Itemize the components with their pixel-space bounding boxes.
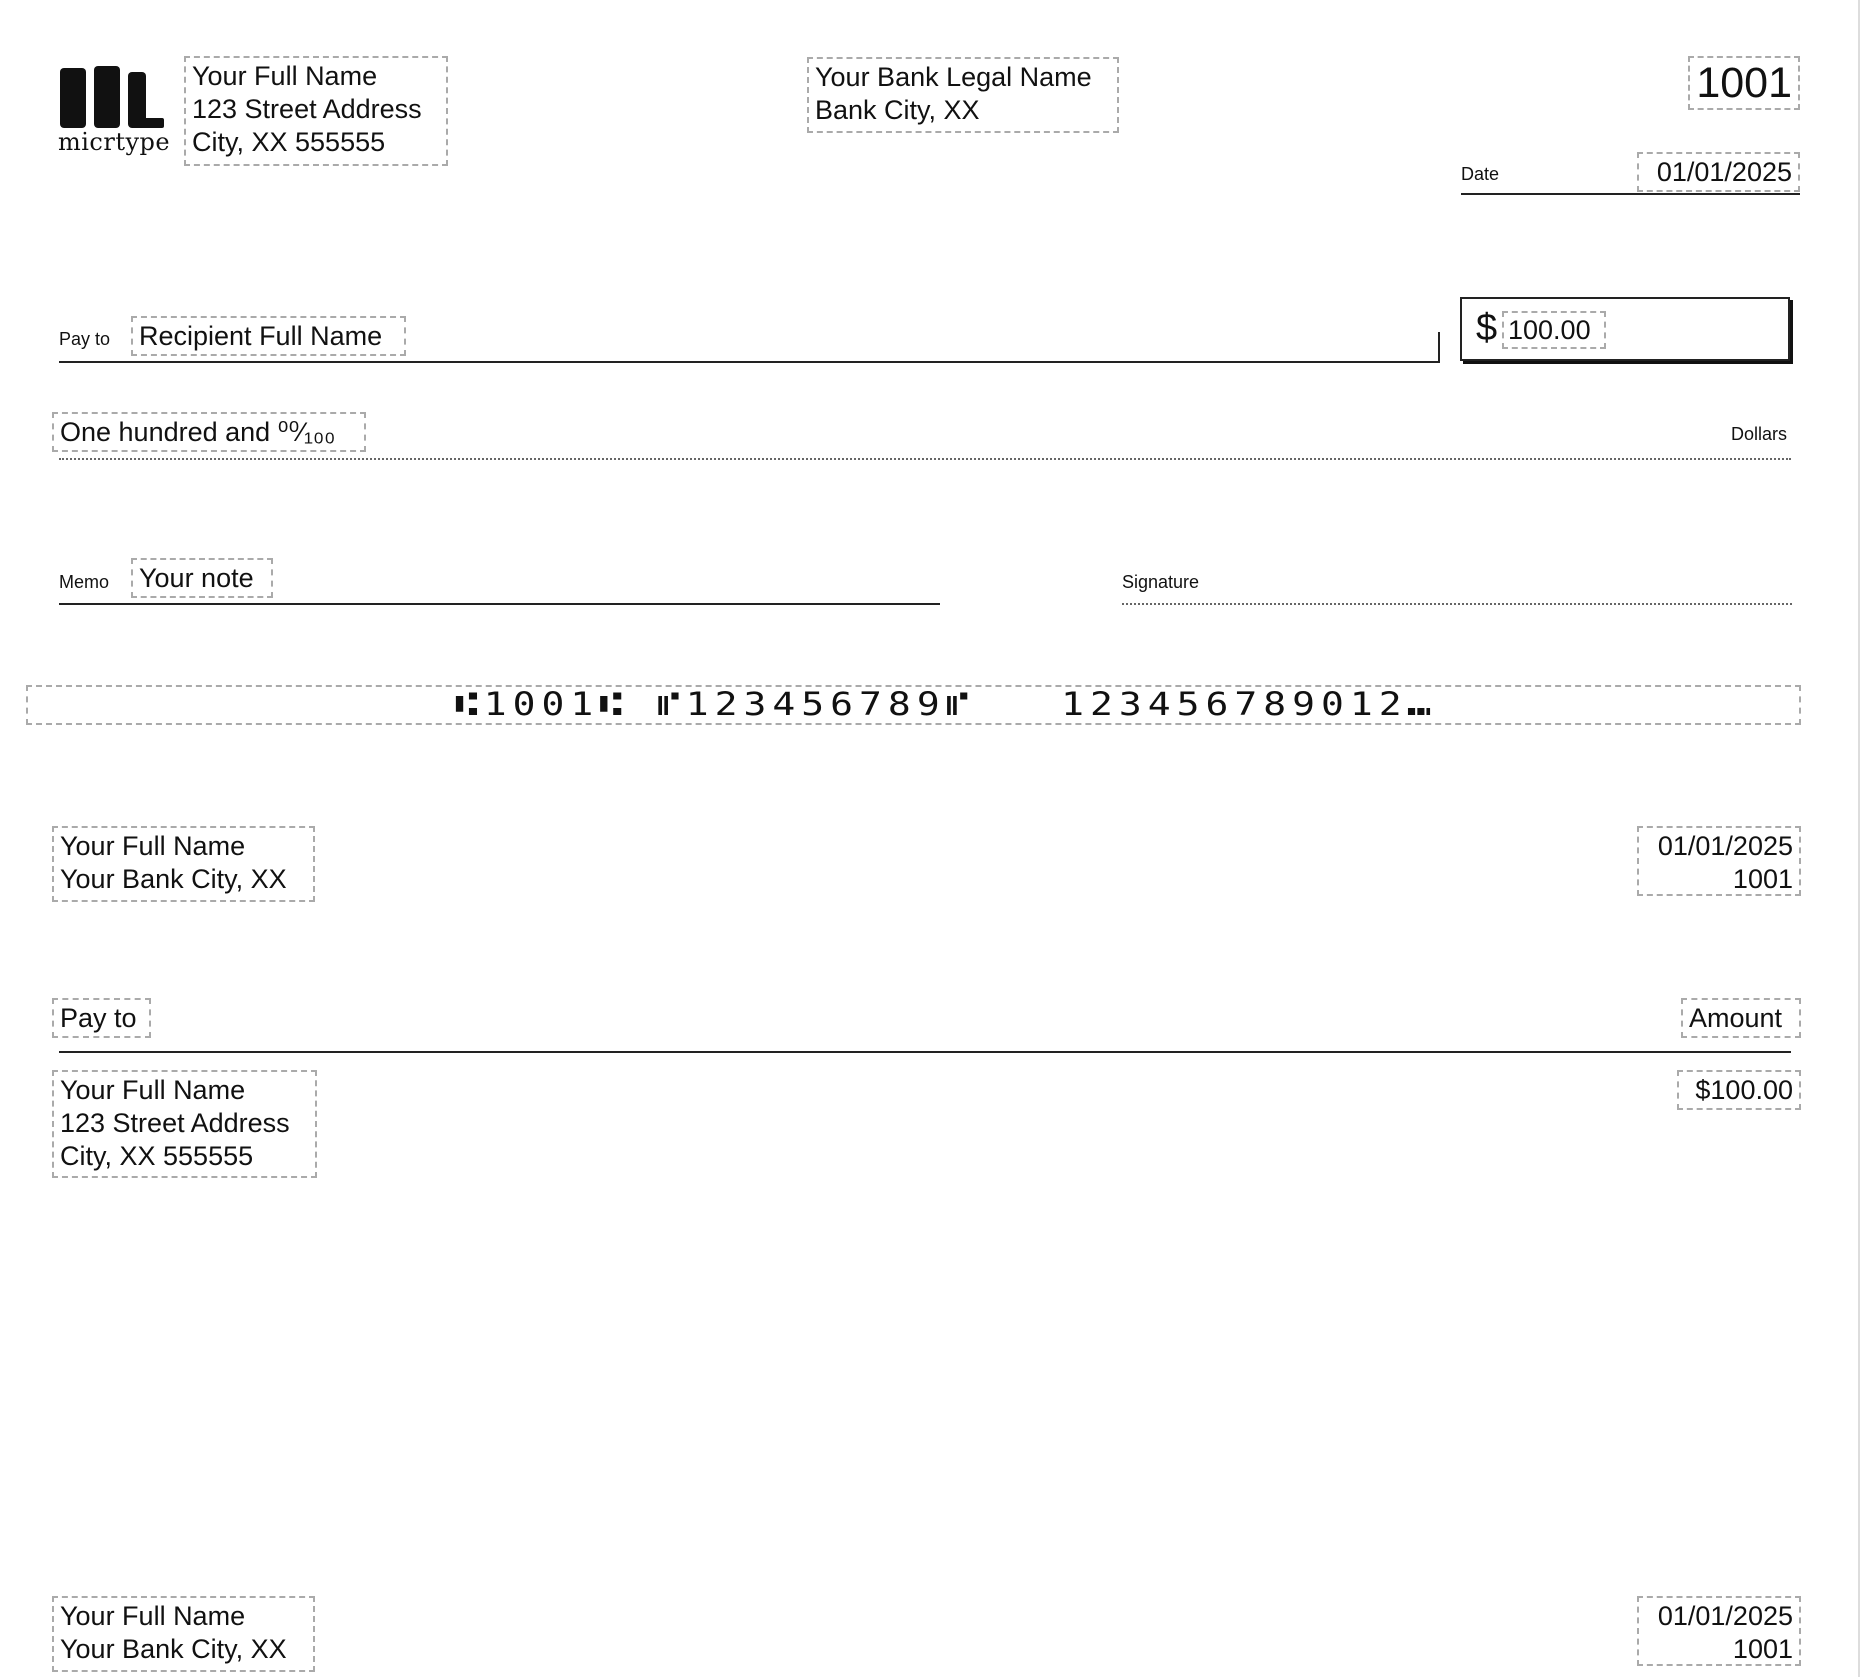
stub1-date-number-field[interactable] [1637,826,1801,896]
pay-to-underline [59,361,1440,363]
stub1-bank-city: Your Bank City, XX [60,864,287,894]
pay-to-label: Pay to [59,329,111,349]
date-field[interactable]: 01/01/2025 [1637,152,1800,192]
stub2-name: Your Full Name [60,1601,246,1631]
stub1-header-field[interactable] [52,826,315,902]
pay-to-line-end [1438,332,1440,362]
amount-words-field[interactable]: One hundred and ⁰⁰⁄₁₀₀ [52,412,366,452]
bank-name-field[interactable] [807,57,1119,133]
check-number-field[interactable]: 1001 [1688,56,1800,110]
bank-city: Bank City, XX [815,95,980,125]
dollars-label: Dollars [1731,424,1788,444]
signature-label: Signature [1122,572,1200,592]
stub2-bank-city: Your Bank City, XX [60,1634,287,1664]
stub1-pay-to-label-field[interactable]: Pay to [52,998,151,1038]
stub1-name: Your Full Name [60,831,246,861]
micr-line-text: ⑆1001⑆ ⑈123456789⑈ 123456789012⑉ [455,685,1437,723]
stub1-number: 1001 [1732,864,1793,894]
stub2-date-number-field[interactable] [1637,1596,1801,1666]
payer-address-field[interactable] [184,56,448,166]
micrtype-logo-icon [60,66,168,130]
dollar-sign: $ [1476,307,1498,349]
memo-label: Memo [59,572,110,592]
stub1-date: 01/01/2025 [1657,831,1793,861]
stub2-header-field[interactable] [52,1596,315,1672]
stub1-amount-label-field[interactable]: Amount [1681,998,1801,1038]
stub1-recipient-name: Your Full Name [60,1075,246,1105]
amount-field[interactable]: 100.00 [1502,311,1606,349]
memo-underline [59,603,940,605]
payer-street: 123 Street Address [192,94,422,124]
stub2-number: 1001 [1732,1634,1793,1664]
stub1-amount-field[interactable]: $100.00 [1677,1070,1801,1110]
date-label: Date [1461,164,1500,184]
amount-words-line [59,458,1791,460]
payee-field[interactable]: Recipient Full Name [131,316,406,356]
payer-name: Your Full Name [192,61,378,91]
stub1-recipient-street: 123 Street Address [60,1108,290,1138]
stub1-recipient-field[interactable] [52,1070,317,1178]
payer-city: City, XX 555555 [192,127,386,157]
page-edge [1858,0,1860,1677]
date-underline [1461,193,1800,195]
memo-field[interactable]: Your note [131,558,273,598]
bank-legal-name: Your Bank Legal Name [815,62,1092,92]
logo-wordmark: micrtype [58,128,171,156]
stub1-table-divider [59,1051,1791,1053]
stub2-date: 01/01/2025 [1657,1601,1793,1631]
signature-line[interactable] [1122,603,1792,605]
stub1-recipient-city: City, XX 555555 [60,1141,254,1171]
